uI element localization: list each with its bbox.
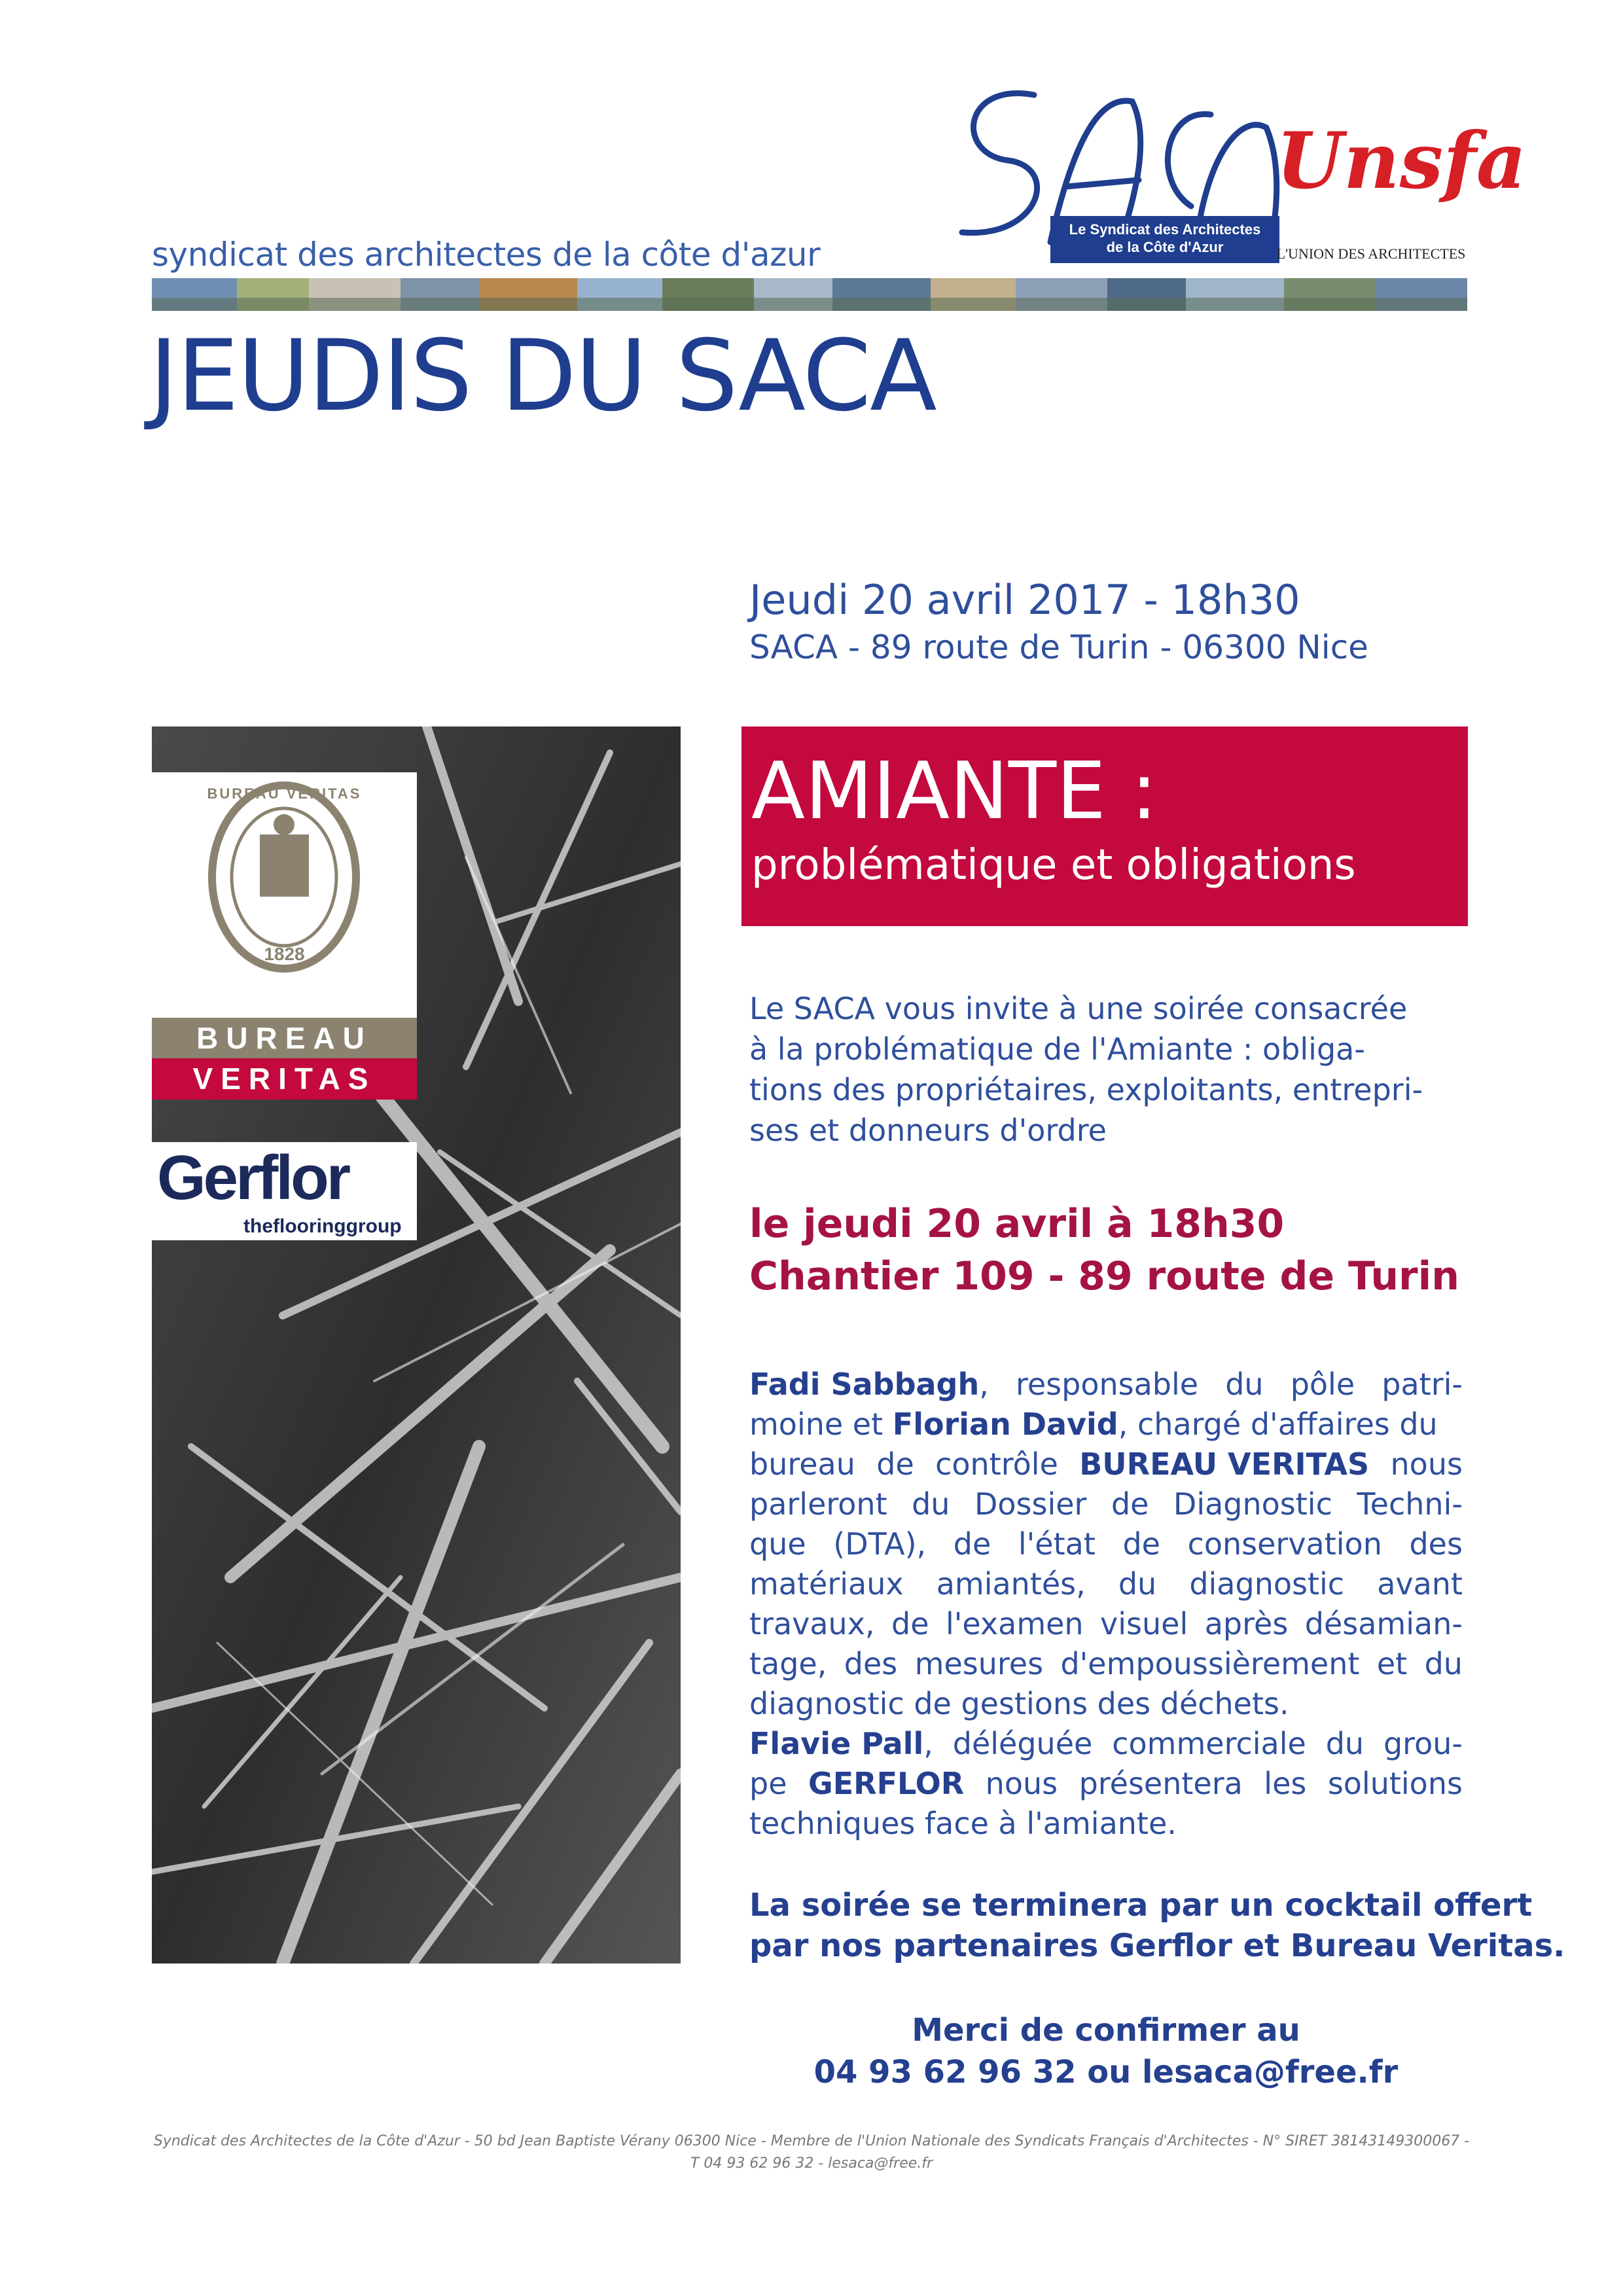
event-location: SACA - 89 route de Turin - 06300 Nice <box>749 628 1368 666</box>
gerflor-logo <box>152 1142 417 1240</box>
text: , chargé d'affaires du <box>1118 1407 1438 1442</box>
bv-word-bureau: BUREAU <box>152 1018 417 1058</box>
closing-line: par nos partenaires Gerflor et Bureau Veritas. <box>749 1928 1565 1964</box>
description-line <box>749 1684 1463 1724</box>
word: amiantés, <box>936 1566 1086 1602</box>
word: de <box>876 1446 914 1482</box>
description-line <box>749 1724 1463 1764</box>
description-line <box>749 1365 1463 1405</box>
word: déléguée <box>952 1726 1093 1761</box>
description-line <box>749 1764 1463 1804</box>
word: l'état <box>1018 1526 1096 1562</box>
word: nous <box>1390 1446 1463 1482</box>
closing-line: La soirée se terminera par un cocktail offert <box>749 1887 1533 1924</box>
word: des <box>844 1646 898 1681</box>
word: grou- <box>1383 1726 1463 1761</box>
rsvp-contact: 04 93 62 96 32 ou lesaca@free.fr <box>813 2054 1399 2090</box>
word: conservation <box>1187 1526 1382 1562</box>
unsfa-wordmark: Unsfa <box>1276 115 1527 206</box>
text: techniques face à l'amiante. <box>749 1806 1177 1841</box>
description-line <box>749 1405 1463 1444</box>
company-name: GERFLOR <box>808 1766 965 1801</box>
word: , <box>979 1367 989 1402</box>
word: avant <box>1377 1566 1463 1602</box>
word: nous <box>985 1766 1058 1801</box>
word: du <box>1118 1566 1157 1602</box>
word: responsable <box>1015 1367 1199 1402</box>
word: du <box>1424 1646 1463 1681</box>
saca-logo <box>936 75 1289 275</box>
page-title: JEUDIS DU SACA <box>149 319 936 433</box>
word: que <box>749 1526 806 1562</box>
description-line <box>749 1524 1463 1564</box>
speaker-name-wrap <box>749 1724 933 1764</box>
speaker-name: Florian David <box>892 1407 1118 1442</box>
invite-line: ses et donneurs d'ordre <box>749 1113 1107 1148</box>
gerflor-tagline: theflooringgroup <box>243 1215 402 1237</box>
bv-year: 1828 <box>264 944 305 964</box>
word: de <box>1111 1486 1149 1522</box>
text: moine et <box>749 1407 883 1442</box>
footer-address: Syndicat des Architectes de la Côte d'Azur - 50 bd Jean Baptiste Vérany 06300 Nice - Membre de l'Union Nationale des Syndicats Français d'Architectes - N° SIRET 38143149300067 - <box>153 2133 1470 2149</box>
topic-title: AMIANTE : <box>751 746 1158 837</box>
word: désamian- <box>1304 1606 1463 1641</box>
topic-banner <box>741 726 1468 926</box>
word: matériaux <box>749 1566 904 1602</box>
word: contrôle <box>935 1446 1058 1482</box>
word: , <box>923 1726 933 1761</box>
gerflor-wordmark: Gerflor <box>157 1143 349 1213</box>
word: tage, <box>749 1646 827 1681</box>
description-line <box>749 1444 1463 1484</box>
footer-contact: T 04 93 62 96 32 - lesaca@free.fr <box>690 2155 933 2172</box>
word: présentera <box>1079 1766 1243 1801</box>
word: de <box>1122 1526 1160 1562</box>
word: des <box>1409 1526 1463 1562</box>
saca-caption-line1: Le Syndicat des Architectes <box>1069 221 1261 238</box>
word: de <box>891 1606 929 1641</box>
word: les <box>1264 1766 1307 1801</box>
speakers-description <box>749 1365 1463 1844</box>
word: l'examen <box>945 1606 1084 1641</box>
speaker-name: Flavie Pall <box>749 1726 924 1761</box>
word: et <box>1376 1646 1408 1681</box>
word: pôle <box>1290 1367 1355 1402</box>
word: parleront <box>749 1486 887 1522</box>
rsvp-line: Merci de confirmer au <box>912 2012 1300 2049</box>
word: du <box>912 1486 950 1522</box>
organization-subtitle: syndicat des architectes de la côte d'azur <box>152 236 821 274</box>
word: Dossier <box>974 1486 1087 1522</box>
description-line <box>749 1564 1463 1604</box>
word: patri- <box>1382 1367 1463 1402</box>
company-name: BUREAU VERITAS <box>1079 1446 1370 1482</box>
invite-line: Le SACA vous invite à une soirée consacrée <box>749 991 1408 1026</box>
architecture-photo-strip <box>152 278 1467 311</box>
word: travaux, <box>749 1606 875 1641</box>
description-line <box>749 1644 1463 1684</box>
word: du <box>1325 1726 1364 1761</box>
highlight-place: Chantier 109 - 89 route de Turin <box>749 1253 1459 1299</box>
word: après <box>1204 1606 1289 1641</box>
speaker-name-wrap <box>749 1365 989 1405</box>
text: diagnostic de gestions des déchets. <box>749 1686 1289 1721</box>
closing-note <box>749 1885 1565 1966</box>
word: pe <box>749 1766 787 1801</box>
word: mesures <box>914 1646 1044 1681</box>
word: Diagnostic <box>1173 1486 1332 1522</box>
word: Techni- <box>1357 1486 1463 1522</box>
invitation-text <box>749 988 1456 1151</box>
event-date-time: Jeudi 20 avril 2017 - 18h30 <box>749 576 1300 624</box>
word: solutions <box>1327 1766 1463 1801</box>
topic-subtitle: problématique et obligations <box>751 841 1356 889</box>
bv-word-veritas: VERITAS <box>152 1058 417 1100</box>
speaker-name: Fadi Sabbagh <box>749 1367 980 1402</box>
bureau-veritas-logo <box>152 772 417 1100</box>
invite-line: tions des propriétaires, exploitants, entrepri- <box>749 1072 1423 1107</box>
invite-line: à la problématique de l'Amiante : obliga- <box>749 1031 1365 1067</box>
word: visuel <box>1100 1606 1188 1641</box>
description-line <box>749 1484 1463 1524</box>
word: du <box>1225 1367 1264 1402</box>
unsfa-logo <box>1276 115 1527 265</box>
word: commerciale <box>1112 1726 1306 1761</box>
description-line <box>749 1804 1463 1844</box>
word: d'empoussièrement <box>1060 1646 1360 1681</box>
bv-ring-text: BUREAU VERITAS <box>207 785 362 802</box>
word: (DTA), <box>833 1526 927 1562</box>
unsfa-tagline: L'UNION DES ARCHITECTES <box>1276 245 1466 262</box>
highlight-date: le jeudi 20 avril à 18h30 <box>749 1201 1285 1247</box>
saca-caption-line2: de la Côte d'Azur <box>1106 239 1224 255</box>
word: bureau <box>749 1446 855 1482</box>
footer <box>152 2130 1471 2175</box>
description-line <box>749 1604 1463 1644</box>
rsvp-block <box>749 2009 1463 2093</box>
word: diagnostic <box>1189 1566 1345 1602</box>
word: de <box>953 1526 991 1562</box>
